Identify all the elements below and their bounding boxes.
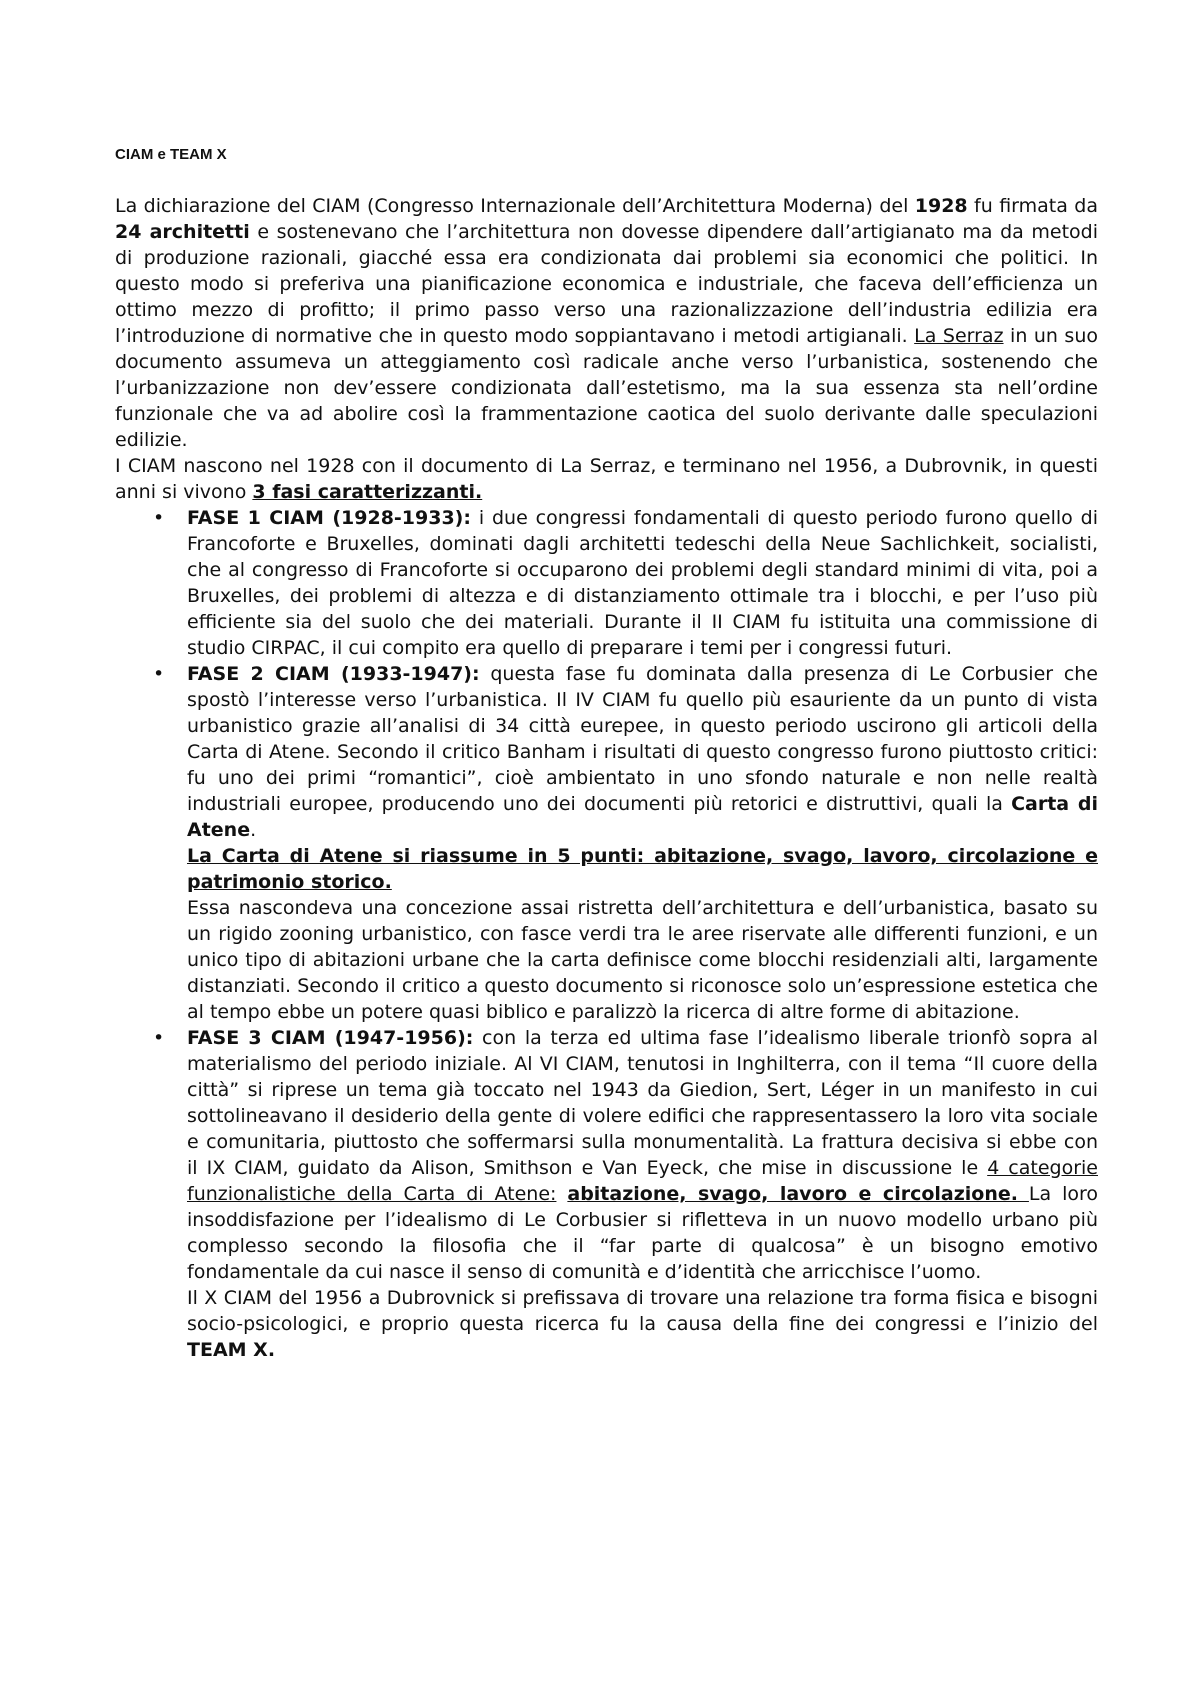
bullet-icon: • <box>153 1027 165 1049</box>
second-paragraph <box>115 453 1098 505</box>
phase-3-heading: FASE 3 CIAM (1947-1956): <box>187 1027 474 1049</box>
phase-1-text <box>187 505 1098 661</box>
space <box>556 1183 567 1205</box>
intro-text-4: in un suo documento assumeva un atteggiamento così radicale anche verso l’urbanistica, sostenendo che l’urbanizzazione non dev’essere condizionata dall’estetismo, ma la sua essenza sta nell’ordine funzionale che va ad abolire così la frammentazione caotica del suolo derivante dalle speculazioni edilizie. <box>115 325 1098 451</box>
four-categories: 4 categorie funzionalistiche della Carta di Atene: <box>187 1157 1098 1205</box>
bullet-icon: • <box>153 663 165 685</box>
phase-1-body: i due congressi fondamentali di questo periodo furono quello di Francoforte e Bruxelles, dominati dagli architetti tedeschi della Neue Sachlichkeit, socialisti, che al congresso di Francoforte si occuparono dei problemi degli standard minimi di vita, poi a Bruxelles, dei problemi di altezza e di distanziamento ottimale tra i blocchi, e per l’uso più efficiente sia del suolo che dei materiali. Durante il II CIAM fu istituita una commissione di studio CIRPAC, il cui compito era quello di preparare i temi per i congressi futuri. <box>187 507 1099 659</box>
phase-3-body-1: con la terza ed ultima fase l’idealismo liberale trionfò sopra al materialismo del periodo iniziale. Al VI CIAM, tenutosi in Inghilterra, con il tema “Il cuore della città” si riprese un tema già toccato nel 1943 da Giedion, Sert, Léger in un manifesto in cui sottolineavano il desiderio della gente di volere edifici che rappresentassero la loro vita sociale e comunitaria, piuttosto che soffermarsi sulla monumentalità. La frattura decisiva si ebbe con il IX CIAM, guidato da Alison, Smithson e Van Eyeck, che mise in discussione le <box>187 1027 1099 1179</box>
second-text: I CIAM nascono nel 1928 con il documento di La Serraz, e terminano nel 1956, a Dubrovnik, in questi anni si vivono <box>115 455 1098 503</box>
phase-2-item <box>115 661 1098 1025</box>
intro-paragraph <box>115 193 1098 453</box>
intro-year: 1928 <box>914 195 968 217</box>
phase-1-item <box>115 505 1098 661</box>
intro-text-3: e sostenevano che l’architettura non dovesse dipendere dall’artigianato ma da metodi di produzione razionali, giacché essa era condizionata dai problemi sia economici che politici. In questo modo si preferiva una pianificazione economica e industriale, che faceva dell’efficienza un ottimo mezzo di profitto; il primo passo verso una razionalizzazione dell’industria edilizia era l’introduzione di normative che in questo modo soppiantavano i metodi artigianali. <box>115 221 1099 347</box>
closing-paragraph <box>187 1285 1098 1363</box>
phase-3-body-2: La loro <box>1028 1183 1098 1205</box>
bullet-icon: • <box>153 507 165 529</box>
three-phases: 3 fasi caratterizzanti. <box>252 481 483 503</box>
five-points <box>187 843 1098 895</box>
phases-list <box>115 505 1098 1363</box>
categories-list: abitazione, svago, lavoro e circolazione. <box>567 1183 1018 1205</box>
phase-3-text <box>187 1025 1098 1285</box>
phase-2-body: questa fase fu dominata dalla presenza di Le Corbusier che spostò l’interesse verso l’urbanistica. Il IV CIAM fu quello più esauriente da un punto di vista urbanistico grazie all’analisi di 34 città eurepee, in questo periodo uscirono gli articoli della Carta di Atene. Secondo il critico Banham i risultati di questo congresso furono piuttosto critici: fu uno dei primi “romantici”, cioè ambientato in uno sfondo naturale e non nelle realtà industriali europee, producendo uno dei documenti più retorici e distruttivi, quali la <box>187 663 1098 815</box>
closing-text: Il X CIAM del 1956 a Dubrovnick si prefissava di trovare una relazione tra forma fisica e bisogni socio-psicologici, e proprio questa ricerca fu la causa della fine dei congressi e l’inizio del <box>187 1287 1098 1335</box>
carta-di-atene: Carta di Atene <box>187 793 1098 841</box>
team-x: TEAM X. <box>187 1339 276 1361</box>
phase-2-heading: FASE 2 CIAM (1933-1947): <box>187 663 480 685</box>
underlined-space <box>1018 1183 1029 1205</box>
five-points-text: La Carta di Atene si riassume in 5 punti: abitazione, svago, lavoro, circolazione e patrimonio storico. <box>187 845 1098 893</box>
phase-3-body-3: insoddisfazione per l’idealismo di Le Corbusier si rifletteva in un nuovo modello urbano più complesso secondo la filosofia che il “far parte di qualcosa” è un bisogno emotivo fondamentale da cui nasce il senso di comunità e d’identità che arricchisce l’uomo. <box>187 1209 1098 1283</box>
document-title: CIAM e TEAM X <box>115 146 227 163</box>
intro-architects: 24 architetti <box>115 221 250 243</box>
phase-1-heading: FASE 1 CIAM (1928-1933): <box>187 507 471 529</box>
essa-paragraph: Essa nascondeva una concezione assai ristretta dell’architettura e dell’urbanistica, basato su un rigido zooning urbanistico, con fasce verdi tra le aree riservate alle differenti funzioni, e un unico tipo di abitazioni urbane che la carta definisce come blocchi residenziali alti, largamente distanziati. Secondo il critico a questo documento si riconosce solo un’espressione estetica che al tempo ebbe un potere quasi biblico e paralizzò la ricerca di altre forme di abitazione. <box>187 897 1098 1023</box>
intro-la-serraz: La Serraz <box>914 325 1004 347</box>
intro-text-1: La dichiarazione del CIAM (Congresso Internazionale dell’Architettura Moderna) del <box>115 195 915 217</box>
intro-text-2: fu firmata da <box>967 195 1098 217</box>
phase-3-item <box>115 1025 1098 1363</box>
phase-2-dot: . <box>250 819 257 841</box>
phase-2-text <box>187 661 1098 843</box>
